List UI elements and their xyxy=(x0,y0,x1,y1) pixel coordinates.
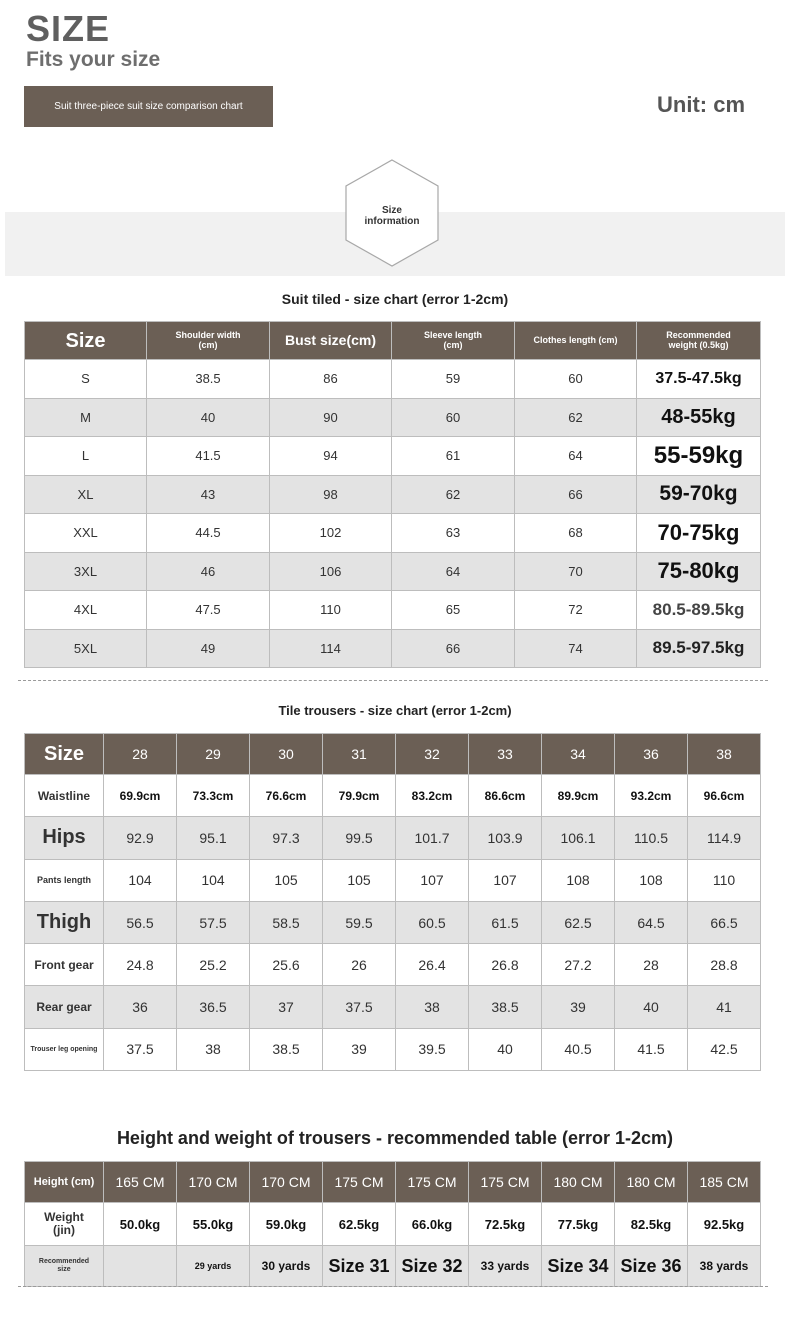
table-row xyxy=(25,552,761,591)
value-cell: 25.2 xyxy=(177,944,250,986)
trousers-size-30: 30 xyxy=(250,734,323,775)
row-label: Rear gear xyxy=(25,986,104,1028)
value-cell: 62.5 xyxy=(542,901,615,943)
value-cell: 94 xyxy=(270,437,392,476)
height-cell: 170 CM xyxy=(177,1162,250,1203)
weight-cell: 72.5kg xyxy=(469,1203,542,1246)
row-label: Front gear xyxy=(25,944,104,986)
value-cell: 62 xyxy=(392,475,515,514)
weight-cell: 55-59kg xyxy=(637,437,761,476)
trousers-chart-title: Tile trousers - size chart (error 1-2cm) xyxy=(278,703,512,718)
height-cell: 170 CM xyxy=(250,1162,323,1203)
size-cell: L xyxy=(25,437,147,476)
table-row xyxy=(25,514,761,553)
value-cell: 97.3 xyxy=(250,817,323,859)
value-cell: 26.4 xyxy=(396,944,469,986)
value-cell: 70 xyxy=(515,552,637,591)
table-row xyxy=(25,629,761,668)
value-cell: 98 xyxy=(270,475,392,514)
suit-chart-title: Suit tiled - size chart (error 1-2cm) xyxy=(281,291,509,307)
value-cell: 40 xyxy=(469,1028,542,1070)
value-cell: 24.8 xyxy=(104,944,177,986)
value-cell: 41 xyxy=(688,986,761,1028)
suit-header-text: Sleeve length xyxy=(423,329,483,340)
size-cell: 3XL xyxy=(25,552,147,591)
recommended-cell: Size 36 xyxy=(615,1246,688,1287)
suit-header-text: Shoulder width xyxy=(175,329,241,340)
height-cell: 180 CM xyxy=(542,1162,615,1203)
table-row xyxy=(25,986,761,1028)
height-cell: 175 CM xyxy=(469,1162,542,1203)
value-cell: 27.2 xyxy=(542,944,615,986)
size-cell: S xyxy=(25,360,147,399)
weight-cell: 89.5-97.5kg xyxy=(637,629,761,668)
value-cell: 106.1 xyxy=(542,817,615,859)
recommended-cell: 29 yards xyxy=(177,1246,250,1287)
trousers-size-32: 32 xyxy=(396,734,469,775)
height-row xyxy=(25,1162,761,1203)
weight-cell: 77.5kg xyxy=(542,1203,615,1246)
value-cell: 44.5 xyxy=(147,514,270,553)
weight-cell: 62.5kg xyxy=(323,1203,396,1246)
value-cell: 37.5 xyxy=(104,1028,177,1070)
value-cell: 104 xyxy=(104,859,177,901)
value-cell: 46 xyxy=(147,552,270,591)
suit-header-row xyxy=(25,322,761,360)
value-cell: 107 xyxy=(469,859,542,901)
suit-header-1 xyxy=(147,322,270,360)
trousers-size-table xyxy=(24,733,761,1071)
suit-header-0 xyxy=(25,322,147,360)
page-title: SIZE xyxy=(26,8,111,49)
value-cell: 57.5 xyxy=(177,901,250,943)
value-cell: 42.5 xyxy=(688,1028,761,1070)
recommended-cell xyxy=(104,1246,177,1287)
recommended-cell: Size 32 xyxy=(396,1246,469,1287)
weight-label xyxy=(25,1203,104,1246)
value-cell: 66 xyxy=(392,629,515,668)
suit-header-subtext: weight (0.5kg) xyxy=(668,339,729,350)
suit-header-text: Recommended xyxy=(666,329,731,340)
value-cell: 39 xyxy=(542,986,615,1028)
value-cell: 36 xyxy=(104,986,177,1028)
value-cell: 39 xyxy=(323,1028,396,1070)
value-cell: 99.5 xyxy=(323,817,396,859)
suit-header-text: Size xyxy=(65,329,106,352)
hexagon-line-2: information xyxy=(364,216,420,227)
value-cell: 43 xyxy=(147,475,270,514)
value-cell: 93.2cm xyxy=(615,775,688,817)
value-cell: 110 xyxy=(688,859,761,901)
trousers-size-29: 29 xyxy=(177,734,250,775)
value-cell: 38 xyxy=(177,1028,250,1070)
weight-cell: 59-70kg xyxy=(637,475,761,514)
weight-label-1: Weight xyxy=(44,1209,84,1224)
value-cell: 28.8 xyxy=(688,944,761,986)
size-cell: M xyxy=(25,398,147,437)
value-cell: 38.5 xyxy=(147,360,270,399)
value-cell: 66.5 xyxy=(688,901,761,943)
recommended-cell: 38 yards xyxy=(688,1246,761,1287)
suit-header-3 xyxy=(392,322,515,360)
suit-header-2 xyxy=(270,322,392,360)
value-cell: 69.9cm xyxy=(104,775,177,817)
height-cell: 185 CM xyxy=(688,1162,761,1203)
value-cell: 61.5 xyxy=(469,901,542,943)
value-cell: 73.3cm xyxy=(177,775,250,817)
table-row xyxy=(25,901,761,943)
trousers-header-row xyxy=(25,734,761,775)
value-cell: 56.5 xyxy=(104,901,177,943)
value-cell: 92.9 xyxy=(104,817,177,859)
recommended-row xyxy=(25,1246,761,1287)
value-cell: 106 xyxy=(270,552,392,591)
value-cell: 59 xyxy=(392,360,515,399)
weight-cell: 48-55kg xyxy=(637,398,761,437)
height-header: Height (cm) xyxy=(25,1162,104,1203)
divider-bottom xyxy=(18,1286,768,1287)
chart-tag: Suit three-piece suit size comparison chart xyxy=(24,86,273,127)
table-row xyxy=(25,859,761,901)
value-cell: 108 xyxy=(542,859,615,901)
value-cell: 60 xyxy=(515,360,637,399)
value-cell: 95.1 xyxy=(177,817,250,859)
row-label: Waistline xyxy=(25,775,104,817)
value-cell: 38 xyxy=(396,986,469,1028)
value-cell: 28 xyxy=(615,944,688,986)
value-cell: 72 xyxy=(515,591,637,630)
value-cell: 64 xyxy=(392,552,515,591)
value-cell: 86 xyxy=(270,360,392,399)
table-row xyxy=(25,591,761,630)
height-weight-table xyxy=(24,1161,761,1287)
table-row xyxy=(25,775,761,817)
value-cell: 66 xyxy=(515,475,637,514)
recommended-cell: Size 31 xyxy=(323,1246,396,1287)
row-label: Hips xyxy=(25,817,104,859)
value-cell: 105 xyxy=(323,859,396,901)
suit-header-5 xyxy=(637,322,761,360)
hexagon-icon xyxy=(344,158,440,268)
value-cell: 64 xyxy=(515,437,637,476)
value-cell: 40.5 xyxy=(542,1028,615,1070)
suit-header-text: Bust size(cm) xyxy=(284,331,377,348)
weight-row xyxy=(25,1203,761,1246)
suit-header-subtext: (cm) xyxy=(443,339,463,350)
value-cell: 58.5 xyxy=(250,901,323,943)
value-cell: 62 xyxy=(515,398,637,437)
value-cell: 47.5 xyxy=(147,591,270,630)
table-row xyxy=(25,944,761,986)
value-cell: 110 xyxy=(270,591,392,630)
weight-cell: 80.5-89.5kg xyxy=(637,591,761,630)
unit-label: Unit: cm xyxy=(657,92,745,117)
size-cell: 5XL xyxy=(25,629,147,668)
trousers-size-36: 36 xyxy=(615,734,688,775)
value-cell: 103.9 xyxy=(469,817,542,859)
size-cell: 4XL xyxy=(25,591,147,630)
table-row xyxy=(25,475,761,514)
value-cell: 76.6cm xyxy=(250,775,323,817)
weight-cell: 82.5kg xyxy=(615,1203,688,1246)
value-cell: 26.8 xyxy=(469,944,542,986)
height-cell: 175 CM xyxy=(323,1162,396,1203)
value-cell: 41.5 xyxy=(615,1028,688,1070)
recommended-label-1: Recommended xyxy=(38,1258,90,1266)
weight-label-2: (jin) xyxy=(53,1223,75,1237)
suit-size-table xyxy=(24,321,761,668)
value-cell: 114.9 xyxy=(688,817,761,859)
row-label: Thigh xyxy=(25,901,104,943)
value-cell: 26 xyxy=(323,944,396,986)
page-subtitle: Fits your size xyxy=(26,48,161,71)
weight-cell: 59.0kg xyxy=(250,1203,323,1246)
table-row xyxy=(25,360,761,399)
value-cell: 79.9cm xyxy=(323,775,396,817)
table-row xyxy=(25,437,761,476)
value-cell: 102 xyxy=(270,514,392,553)
value-cell: 39.5 xyxy=(396,1028,469,1070)
table-row xyxy=(25,1028,761,1070)
weight-cell: 92.5kg xyxy=(688,1203,761,1246)
value-cell: 37 xyxy=(250,986,323,1028)
hexagon-line-1: Size xyxy=(381,205,403,216)
suit-header-4 xyxy=(515,322,637,360)
trousers-size-31: 31 xyxy=(323,734,396,775)
weight-cell: 50.0kg xyxy=(104,1203,177,1246)
value-cell: 74 xyxy=(515,629,637,668)
value-cell: 49 xyxy=(147,629,270,668)
trousers-size-38: 38 xyxy=(688,734,761,775)
value-cell: 40 xyxy=(615,986,688,1028)
trousers-size-header: Size xyxy=(25,734,104,775)
recommended-label-2: size xyxy=(57,1266,71,1273)
value-cell: 38.5 xyxy=(469,986,542,1028)
trousers-size-34: 34 xyxy=(542,734,615,775)
value-cell: 104 xyxy=(177,859,250,901)
weight-cell: 70-75kg xyxy=(637,514,761,553)
row-label: Pants length xyxy=(25,859,104,901)
value-cell: 86.6cm xyxy=(469,775,542,817)
value-cell: 60.5 xyxy=(396,901,469,943)
recommended-label xyxy=(25,1246,104,1287)
value-cell: 37.5 xyxy=(323,986,396,1028)
value-cell: 25.6 xyxy=(250,944,323,986)
value-cell: 89.9cm xyxy=(542,775,615,817)
table-row xyxy=(25,817,761,859)
trousers-size-33: 33 xyxy=(469,734,542,775)
value-cell: 96.6cm xyxy=(688,775,761,817)
size-cell: XXL xyxy=(25,514,147,553)
recommended-cell: 30 yards xyxy=(250,1246,323,1287)
height-weight-title: Height and weight of trousers - recommended table (error 1-2cm) xyxy=(116,1128,674,1148)
divider xyxy=(18,680,768,681)
value-cell: 64.5 xyxy=(615,901,688,943)
value-cell: 40 xyxy=(147,398,270,437)
weight-cell: 66.0kg xyxy=(396,1203,469,1246)
value-cell: 65 xyxy=(392,591,515,630)
value-cell: 61 xyxy=(392,437,515,476)
value-cell: 59.5 xyxy=(323,901,396,943)
value-cell: 101.7 xyxy=(396,817,469,859)
height-cell: 175 CM xyxy=(396,1162,469,1203)
value-cell: 36.5 xyxy=(177,986,250,1028)
value-cell: 41.5 xyxy=(147,437,270,476)
value-cell: 108 xyxy=(615,859,688,901)
value-cell: 83.2cm xyxy=(396,775,469,817)
value-cell: 63 xyxy=(392,514,515,553)
height-cell: 165 CM xyxy=(104,1162,177,1203)
value-cell: 38.5 xyxy=(250,1028,323,1070)
row-label: Trouser leg opening xyxy=(25,1028,104,1070)
suit-header-subtext: (cm) xyxy=(198,339,218,350)
value-cell: 105 xyxy=(250,859,323,901)
value-cell: 60 xyxy=(392,398,515,437)
value-cell: 107 xyxy=(396,859,469,901)
size-info-hexagon xyxy=(344,158,440,268)
trousers-size-28: 28 xyxy=(104,734,177,775)
weight-cell: 37.5-47.5kg xyxy=(637,360,761,399)
size-cell: XL xyxy=(25,475,147,514)
recommended-cell: Size 34 xyxy=(542,1246,615,1287)
value-cell: 68 xyxy=(515,514,637,553)
weight-cell: 75-80kg xyxy=(637,552,761,591)
value-cell: 110.5 xyxy=(615,817,688,859)
recommended-cell: 33 yards xyxy=(469,1246,542,1287)
table-row xyxy=(25,398,761,437)
suit-header-text: Clothes length (cm) xyxy=(533,334,618,345)
value-cell: 90 xyxy=(270,398,392,437)
value-cell: 114 xyxy=(270,629,392,668)
height-cell: 180 CM xyxy=(615,1162,688,1203)
weight-cell: 55.0kg xyxy=(177,1203,250,1246)
